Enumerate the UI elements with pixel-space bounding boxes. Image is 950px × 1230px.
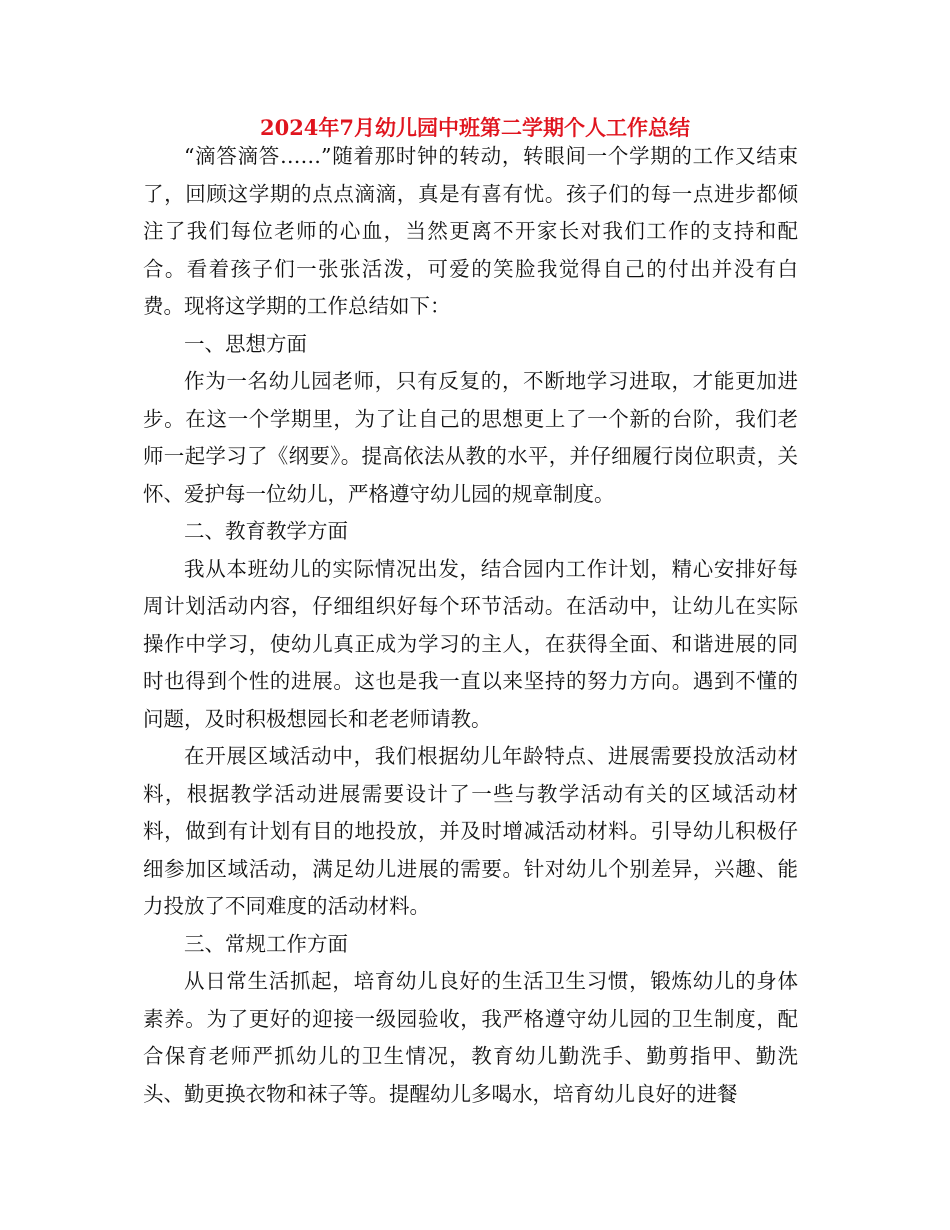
paragraph-intro: “滴答滴答……”随着那时钟的转动，转眼间一个学期的工作又结束了，回顾这学期的点点滴滴，真是有喜有忧。孩子们的每一点进步都倾注了我们每位老师的心血，当然更离不开家长对我们工作的支持和配合。看着孩子们一张张活泼，可爱的笑脸我觉得自己的付出并没有白费。现将这学期的工作总结如下： <box>143 144 798 318</box>
section-heading-teaching: 二、教育教学方面 <box>184 519 348 543</box>
document-body <box>143 138 798 1113</box>
paragraph-teaching: 我从本班幼儿的实际情况出发，结合园内工作计划，精心安排好每周计划活动内容，仔细组织好每个环节活动。在活动中，让幼儿在实际操作中学习，使幼儿真正成为学习的主人，在获得全面、和谐进展的同时也得到个性的进展。这也是我一直以来坚持的努力方向。遇到不懂的问题，及时积极想园长和老老师请教。 <box>143 556 798 731</box>
paragraph-routine: 从日常生活抓起，培育幼儿良好的生活卫生习惯，锻炼幼儿的身体素养。为了更好的迎接一级园验收，我严格遵守幼儿园的卫生制度，配合保育老师严抓幼儿的卫生情况，教育幼儿勤洗手、勤剪指甲、勤洗头、勤更换衣物和袜子等。提醒幼儿多喝水，培育幼儿良好的进餐 <box>143 969 798 1106</box>
section-heading-ideology: 一、思想方面 <box>184 331 307 356</box>
paragraph-ideology: 作为一名幼儿园老师，只有反复的，不断地学习进取，才能更加进步。在这一个学期里，为了让自己的思想更上了一个新的台阶，我们老师一起学习了《纲要》。提高依法从教的水平，并仔细履行岗位职责，关怀、爱护每一位幼儿，严格遵守幼儿园的规章制度。 <box>143 369 798 506</box>
paragraph-area-activities: 在开展区域活动中，我们根据幼儿年龄特点、进展需要投放活动材料，根据教学活动进展需要设计了一些与教学活动有关的区域活动材料，做到有计划有目的地投放，并及时增减活动材料。引导幼儿积极仔细参加区域活动，满足幼儿进展的需要。针对幼儿个别差异，兴趣、能力投放了不同难度的活动材料。 <box>143 744 798 918</box>
section-heading-routine: 三、常规工作方面 <box>184 931 348 956</box>
document-title: 2024年7月幼儿园中班第二学期个人工作总结 <box>259 115 691 140</box>
